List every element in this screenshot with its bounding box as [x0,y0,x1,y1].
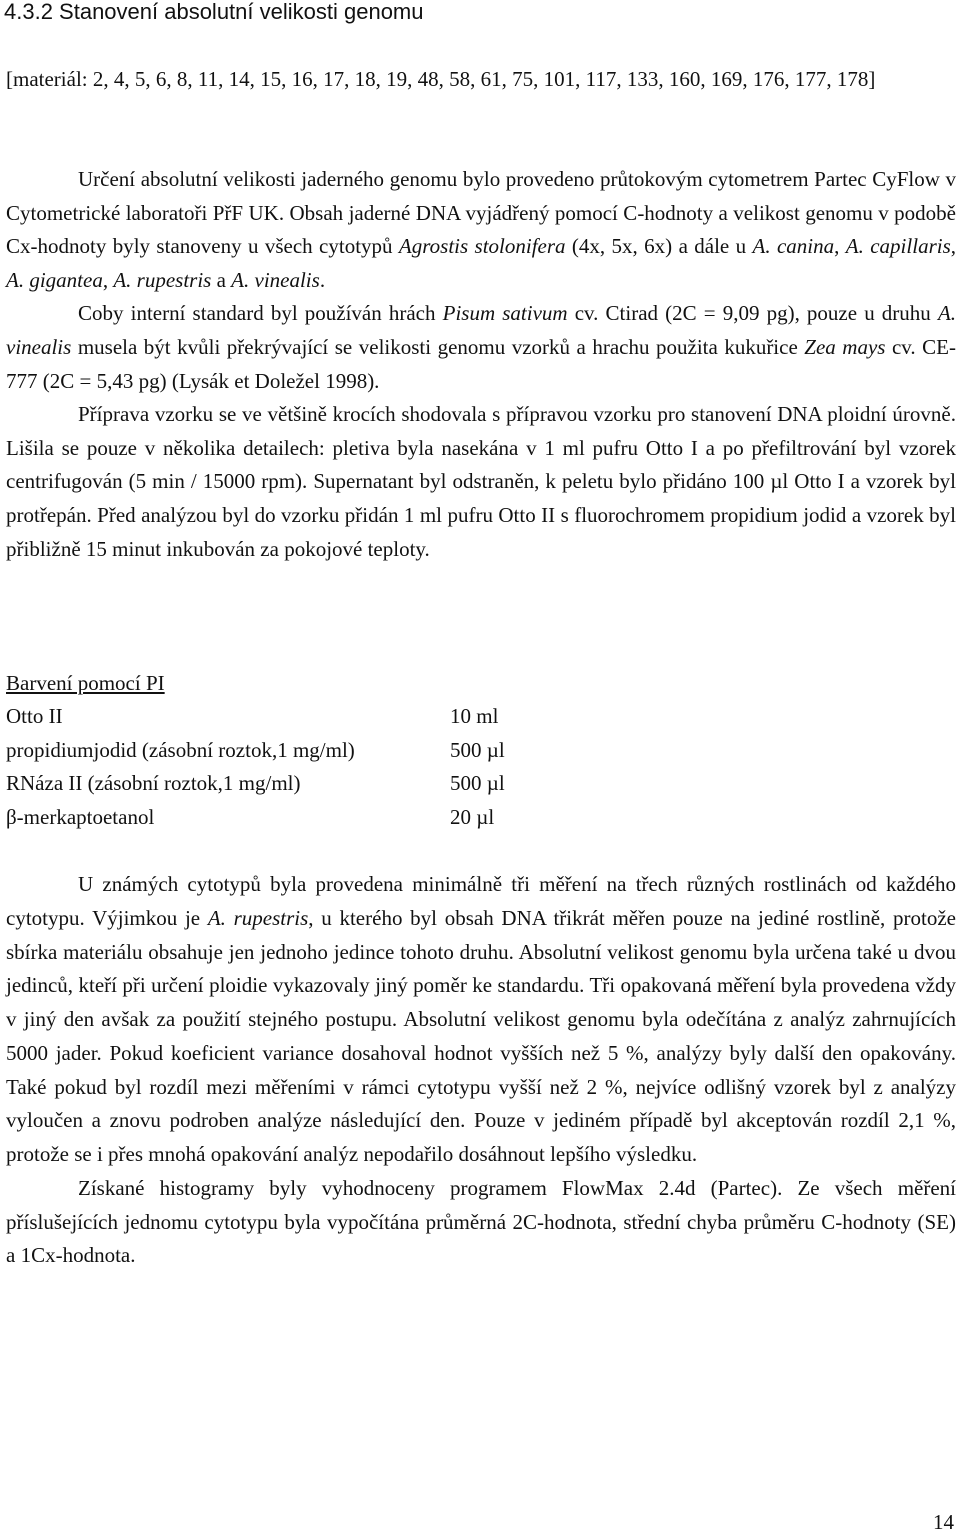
text-run: cv. CE-777 (2C = 5,43 pg) (Lysák et Doležel 1998). [6,334,957,393]
materials-list: [materiál: 2, 4, 5, 6, 8, 11, 14, 15, 16, 17, 18, 19, 48, 58, 61, 75, 101, 117, 133, 160, 169, 176, 177, 178] [6,67,876,91]
amount: 500 µl [450,771,505,796]
recipe-row [6,734,626,768]
paragraph-measurements [6,868,956,1172]
species-name: A. rupestris [113,267,212,292]
species-name: A. gigantea [6,267,103,292]
text-run: . [319,267,326,292]
methods-text-lower [6,868,956,1273]
species-name: Pisum sativum [442,301,568,326]
text-run: (4x, 5x, 6x) a dále u [565,234,753,259]
text-run: Coby interní standard byl používán hrách [78,301,443,326]
paragraph-sample-prep: Příprava vzorku se ve většině krocích shodovala s přípravou vzorku pro stanovení DNA ploidní úrovně. Lišila se pouze v několika detailech: pletiva byla nasekána v 1 ml pufru Otto I a po přefiltrování byl vzorek centrifugován (5 min / 15000 rpm). Supernatant byl odstraněn, k peletu bylo přidáno 100 µl Otto I a vzorek byl protřepán. Před analýzou byl do vzorku přidán 1 ml pufru Otto II s fluorochromem propidium jodid a vzorek byl přibližně 15 minut inkubován za pokojové teploty. [6,402,956,561]
text-run: , u kterého byl obsah DNA třikrát měřen pouze na jediné rostlině, protože sbírka materiálu obsahuje jen jednoho jedince tohoto druhu. Absolutní velikost genomu byla určena také u dvou jedinců, kteří při určení ploidie vykazovaly jiný poměr ke standardu. Tři opakovaná měření byla provedena vždy v jiný den avšak za použití stejného postupu. Absolutní velikost genomu byla odečítána z analýz zahrnujících 5000 jader. Pokud koeficient variance dosahoval hodnot vyšších než 5 %, analýzy byly další den opakovány. Také pokud byl rozdíl mezi měřeními v rámci cytotypu vyšší než 2 %, nejvíce odlišný vzorek byl z analýzy vyloučen a znovu podroben analýze následující den. Pouze v jediném případě byl akceptován rozdíl 2,1 %, protože se i přes mnohá opakování analýz nepodařilo dosáhnout lepšího výsledku. [6,905,956,1166]
page-number: 14 [933,1510,954,1534]
species-name: A. canina [752,234,835,259]
amount: 500 µl [450,737,505,762]
species-name: A. vinealis [231,267,320,292]
species-name: A. vinealis [6,301,957,359]
ingredient: Otto II [6,704,63,728]
recipe-row [6,767,626,801]
text-run: , [834,234,846,259]
recipe-row [6,801,626,835]
paragraph-internal-standard [6,297,956,398]
section-heading: 4.3.2 Stanovení absolutní velikosti genomu [4,0,424,24]
ingredient: propidiumjodid (zásobní roztok,1 mg/ml) [6,737,355,762]
staining-recipe [6,700,626,835]
text-run: U známých cytotypů byla provedena minimálně tři měření na třech různých rostlinách od každého cytotypu. Výjimkou je [6,872,956,930]
ingredient: β-merkaptoetanol [6,805,155,830]
methods-text-upper [6,163,956,566]
paragraph-cytometry [6,163,956,297]
text-run: a [211,267,232,292]
staining-title: Barvení pomocí PI [6,671,165,695]
text-run: cv. Ctirad (2C = 9,09 pg), pouze u druhu [567,301,938,326]
amount: 10 ml [450,704,499,728]
recipe-row [6,700,626,734]
text-run: , [102,267,114,292]
species-name: Agrostis stolonifera [398,234,566,259]
text-run: Určení absolutní velikosti jaderného genomu bylo provedeno průtokovým cytometrem Partec CyFlow v Cytometrické laboratoři PřF UK. Obsah jaderné DNA vyjádřený pomocí C-hodnoty a velikost genomu v podobě Cx-hodnoty byly stanoveny u všech cytotypů [6,167,956,259]
ingredient: RNáza II (zásobní roztok,1 mg/ml) [6,771,301,796]
text-run: musela být kvůli překrývající se velikosti genomu vzorků a hrachu použita kukuřice [71,334,805,359]
text-run: , [950,234,956,259]
species-name: A. capillaris [845,234,951,259]
paragraph-histograms: Získané histogramy byly vyhodnoceny programem FlowMax 2.4d (Partec). Ze všech měření příslušejících jednomu cytotypu byla vypočítána průměrná 2C-hodnota, střední chyba průměru C-hodnoty (SE) a 1Cx-hodnota. [6,1175,956,1268]
species-name: Zea mays [804,334,886,359]
amount: 20 µl [450,805,495,830]
species-name: A. rupestris [207,905,309,930]
